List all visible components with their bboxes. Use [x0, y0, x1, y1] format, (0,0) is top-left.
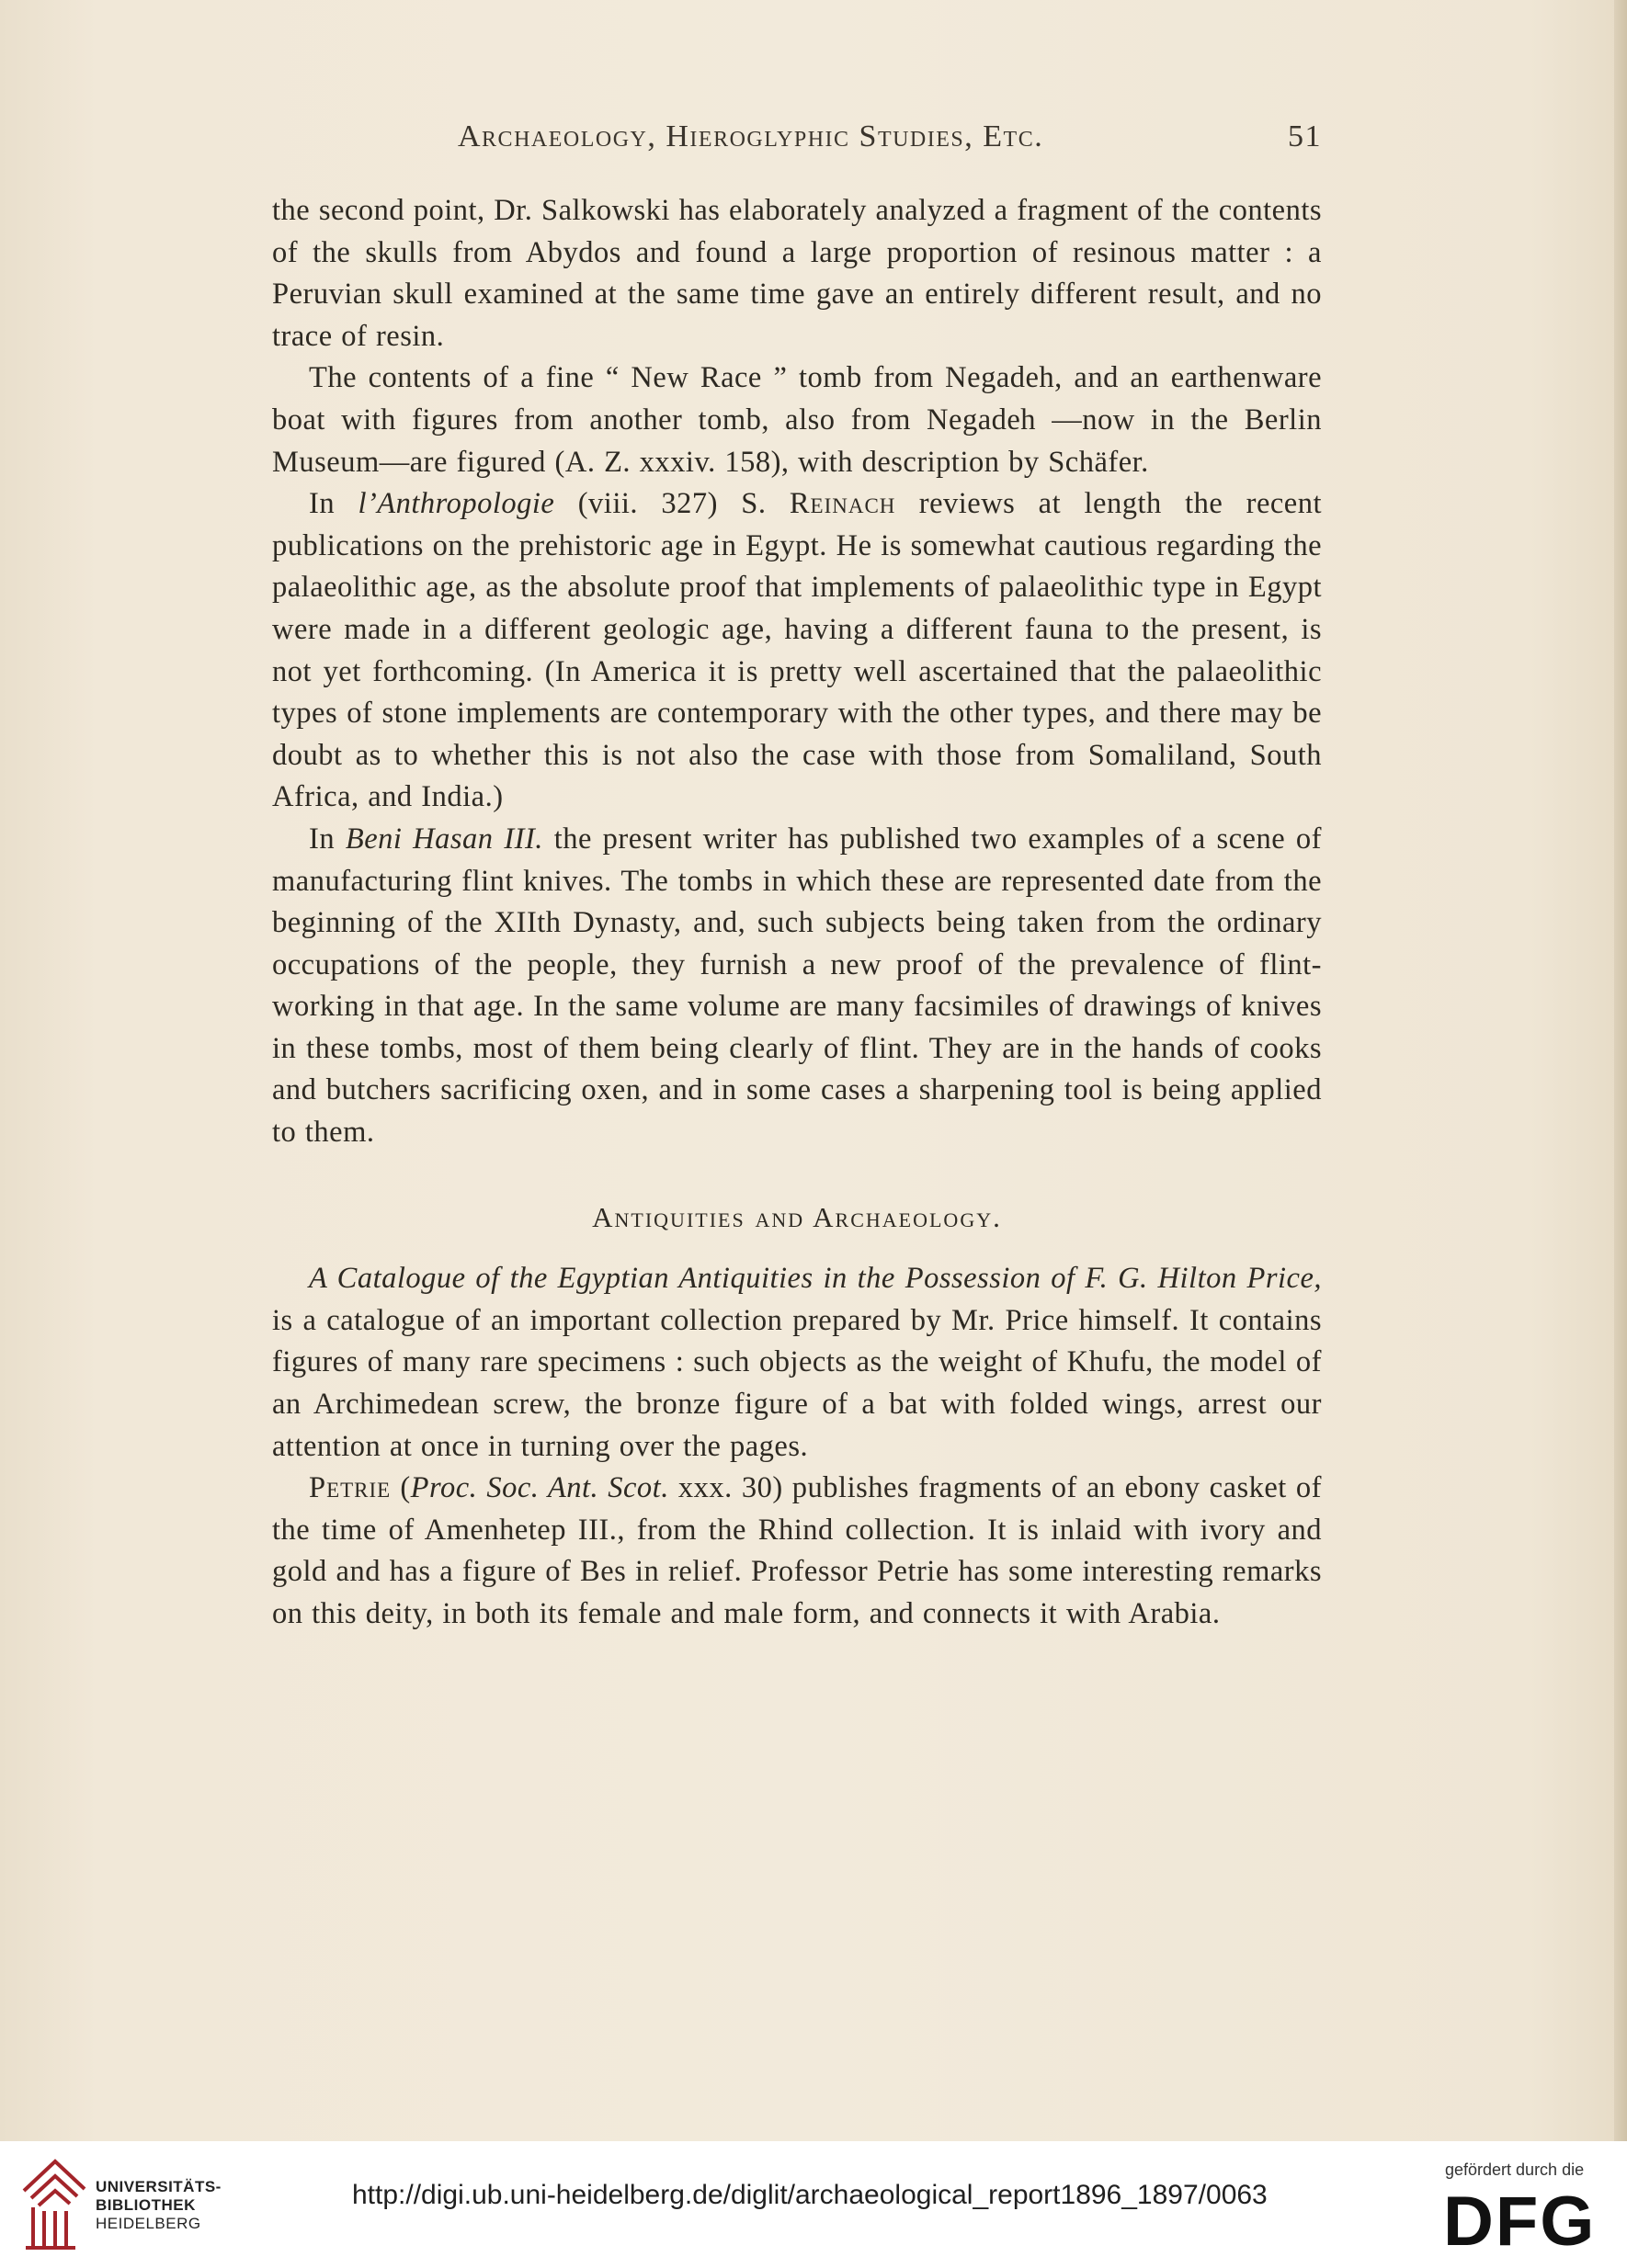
page-number: 51	[1288, 119, 1322, 153]
section-heading: Antiquities and Archaeology.	[592, 1200, 1002, 1233]
source-url-link[interactable]: http://digi.ub.uni-heidelberg.de/diglit/archaeological_report1896_1897/0063	[352, 2180, 1268, 2210]
paragraph	[272, 819, 1322, 1154]
page-edge	[1614, 0, 1627, 2141]
text-run: reviews at length the recent publications on the prehistoric age in Egypt. He is somewhat cautious regarding the palaeolithic age, as the absolute proof that implements of palaeolithic type in Egypt were made in a different geologic age, having a different fauna to the present, is not yet forthcoming. (In America it is pretty well ascertained that the palaeolithic types of stone implements are contemporary with the other types, and there may be doubt as to whether this is not also the case with those from Somaliland, South Africa, and India.)	[272, 487, 1323, 814]
italic-title: A Catalogue of the Egyptian Antiquities in the Possession of F. G. Hilton Price,	[309, 1262, 1322, 1296]
paragraph	[272, 483, 1322, 819]
library-logo-icon	[18, 2156, 90, 2251]
running-head	[458, 119, 1322, 165]
text-run: the present writer has published two examples of a scene of manufacturing flint knives. The tombs in which these are represented date from the beginning of the XIIth Dynasty, and, such subjects being taken from the ordinary occupations of the people, they furnish a new proof of the prevalence of flint-working in that age. In the same volume are many facsimiles of drawings of knives in these tombs, most of them being clearly of flint. They are in the hands of cooks and butchers sacrificing oxen, and in some cases a sharpening tool is being applied to them.	[272, 822, 1322, 1150]
italic-title: l’Anthropologie	[358, 487, 555, 521]
italic-title: Proc. Soc. Ant. Scot.	[410, 1471, 669, 1505]
funding-note: gefördert durch die	[1445, 2160, 1585, 2179]
author-name: Petrie	[309, 1471, 392, 1505]
paragraph: The contents of a fine “ New Race ” tomb from Negadeh, and an earthenware boat with figures from another tomb, also from Negadeh —now in the Berlin Museum—are figured (A. Z. xxxiv. 158), with description by Schäfer.	[272, 361, 1322, 479]
text-run: In	[309, 487, 358, 521]
library-name-line: UNIVERSITÄTS-	[96, 2178, 222, 2195]
paragraph: the second point, Dr. Salkowski has elaborately analyzed a fragment of the contents of the skulls from Abydos and found a large proportion of resinous matter : a Peruvian skull examined at the same time gave an entirely different result, and no trace of resin.	[272, 194, 1322, 353]
text-run: (	[391, 1471, 411, 1505]
italic-title: Beni Hasan III.	[345, 822, 543, 856]
text-run: (viii. 327) S.	[554, 487, 790, 521]
paragraph	[272, 1258, 1322, 1468]
text-run: In	[309, 822, 346, 856]
body-text	[272, 190, 1322, 1636]
paragraph	[272, 1468, 1322, 1635]
dfg-logo: DFG	[1443, 2183, 1597, 2261]
library-name	[96, 2178, 222, 2233]
library-name-line: BIBLIOTHEK	[96, 2196, 196, 2214]
running-title: Archaeology, Hieroglyphic Studies, Etc.	[458, 119, 1044, 153]
library-name-line: HEIDELBERG	[96, 2215, 201, 2232]
text-run: xxx. 30) publishes fragments of an ebony casket of the time of Amenhetep III., from the Rhind collection. It is inlaid with ivory and gold and has a figure of Bes in relief. Professor Petrie has some interesting remarks on this deity, in both its female and male form, and connects it with Arabia.	[272, 1471, 1322, 1630]
text-run: is a catalogue of an important collection prepared by Mr. Price himself. It contains figures of many rare specimens : such objects as the weight of Khufu, the model of an Archimedean screw, the bronze figure of a bat with folded wings, arrest our attention at once in turning over the pages.	[272, 1303, 1322, 1463]
author-name: Reinach	[789, 487, 896, 521]
